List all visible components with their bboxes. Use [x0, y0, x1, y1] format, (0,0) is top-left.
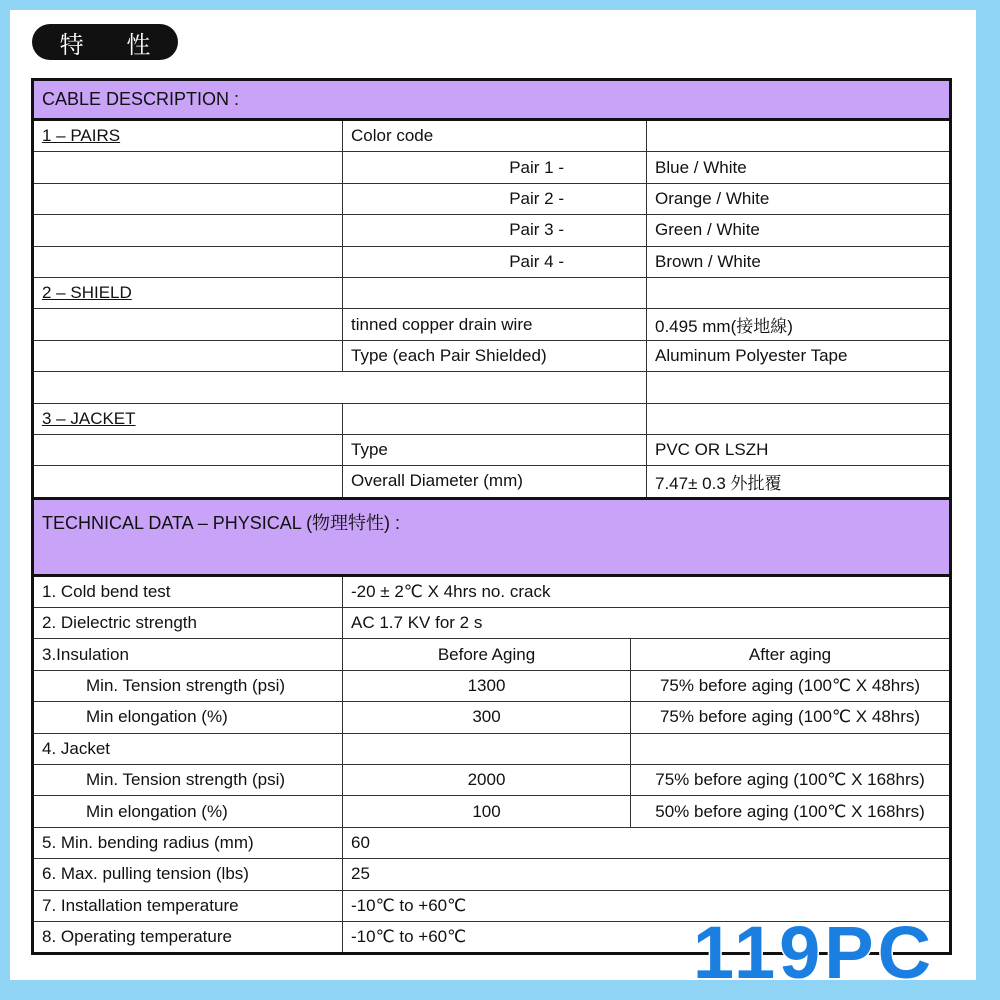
section-label [33, 120, 343, 152]
page-title: 特 性 [32, 24, 178, 60]
before-value: 100 [343, 796, 631, 827]
spec-name: tinned copper drain wire [343, 309, 647, 340]
spec-value: 60 [343, 827, 951, 858]
spec-name: 8. Operating temperature [33, 921, 343, 953]
before-value: 1300 [343, 670, 631, 701]
after-value: 50% before aging (100℃ X 168hrs) [631, 796, 951, 827]
spec-name: 1. Cold bend test [33, 575, 343, 607]
spec-value: Aluminum Polyester Tape [647, 340, 951, 371]
spec-name: Type [343, 434, 647, 465]
pairs-label: 1 – PAIRS [42, 126, 121, 146]
spec-table [31, 78, 952, 955]
spec-name: Min. Tension strength (psi) [33, 765, 343, 796]
pair-label: Pair 1 - [343, 152, 647, 183]
spec-name: 5. Min. bending radius (mm) [33, 827, 343, 858]
spec-name: 6. Max. pulling tension (lbs) [33, 859, 343, 890]
pair-color: Brown / White [647, 246, 951, 277]
after-aging-header: After aging [631, 639, 951, 670]
pair-color: Orange / White [647, 183, 951, 214]
table-row [33, 403, 951, 434]
jacket-label: 3 – JACKET [42, 408, 136, 428]
table-row [33, 434, 951, 465]
table-row [33, 152, 951, 183]
pair-label: Pair 4 - [343, 246, 647, 277]
after-value: 75% before aging (100℃ X 168hrs) [631, 765, 951, 796]
table-row [33, 702, 951, 733]
spec-value: -20 ± 2℃ X 4hrs no. crack [343, 575, 951, 607]
spec-name: 3.Insulation [33, 639, 343, 670]
before-value: 2000 [343, 765, 631, 796]
table-row [33, 215, 951, 246]
spec-value: PVC OR LSZH [647, 434, 951, 465]
spec-name: 2. Dielectric strength [33, 608, 343, 639]
cable-description-header: CABLE DESCRIPTION : [33, 80, 951, 120]
spec-value: AC 1.7 KV for 2 s [343, 608, 951, 639]
table-row [33, 796, 951, 827]
spec-name: 4. Jacket [33, 733, 343, 764]
table-row [33, 608, 951, 639]
pair-color: Blue / White [647, 152, 951, 183]
table-row [33, 340, 951, 371]
table-row [33, 765, 951, 796]
after-value: 75% before aging (100℃ X 48hrs) [631, 702, 951, 733]
table-row [33, 575, 951, 607]
shield-label: 2 – SHIELD [42, 283, 132, 303]
technical-data-header-row [33, 498, 951, 575]
table-row [33, 277, 951, 308]
table-row [33, 466, 951, 498]
table-row [33, 309, 951, 340]
after-value: 75% before aging (100℃ X 48hrs) [631, 670, 951, 701]
table-row [33, 859, 951, 890]
spec-value: 25 [343, 859, 951, 890]
brand-logo-text: 119PC [692, 916, 936, 990]
spec-name: Min elongation (%) [33, 796, 343, 827]
spec-name: Type (each Pair Shielded) [343, 340, 647, 371]
spec-name: 7. Installation temperature [33, 890, 343, 921]
table-row [33, 120, 951, 152]
table-row [33, 670, 951, 701]
table-row [33, 372, 951, 403]
technical-data-header: TECHNICAL DATA – PHYSICAL (物理特性) : [33, 498, 951, 575]
table-row [33, 733, 951, 764]
before-value: 300 [343, 702, 631, 733]
empty-cell [647, 120, 951, 152]
pair-label: Pair 2 - [343, 183, 647, 214]
pair-color: Green / White [647, 215, 951, 246]
spec-value: 7.47± 0.3 外批覆 [647, 466, 951, 498]
before-aging-header: Before Aging [343, 639, 631, 670]
spec-name: Min. Tension strength (psi) [33, 670, 343, 701]
table-row [33, 246, 951, 277]
color-code-label: Color code [343, 120, 647, 152]
spec-value: -10℃ to +60℃ [343, 921, 951, 953]
spec-name: Min elongation (%) [33, 702, 343, 733]
table-row [33, 639, 951, 670]
brand-logo [648, 916, 980, 990]
spec-value: -10℃ to +60℃ [343, 890, 951, 921]
table-row [33, 183, 951, 214]
cable-description-header-row [33, 80, 951, 120]
pair-label: Pair 3 - [343, 215, 647, 246]
spec-value: 0.495 mm(接地線) [647, 309, 951, 340]
spec-name: Overall Diameter (mm) [343, 466, 647, 498]
table-row [33, 827, 951, 858]
